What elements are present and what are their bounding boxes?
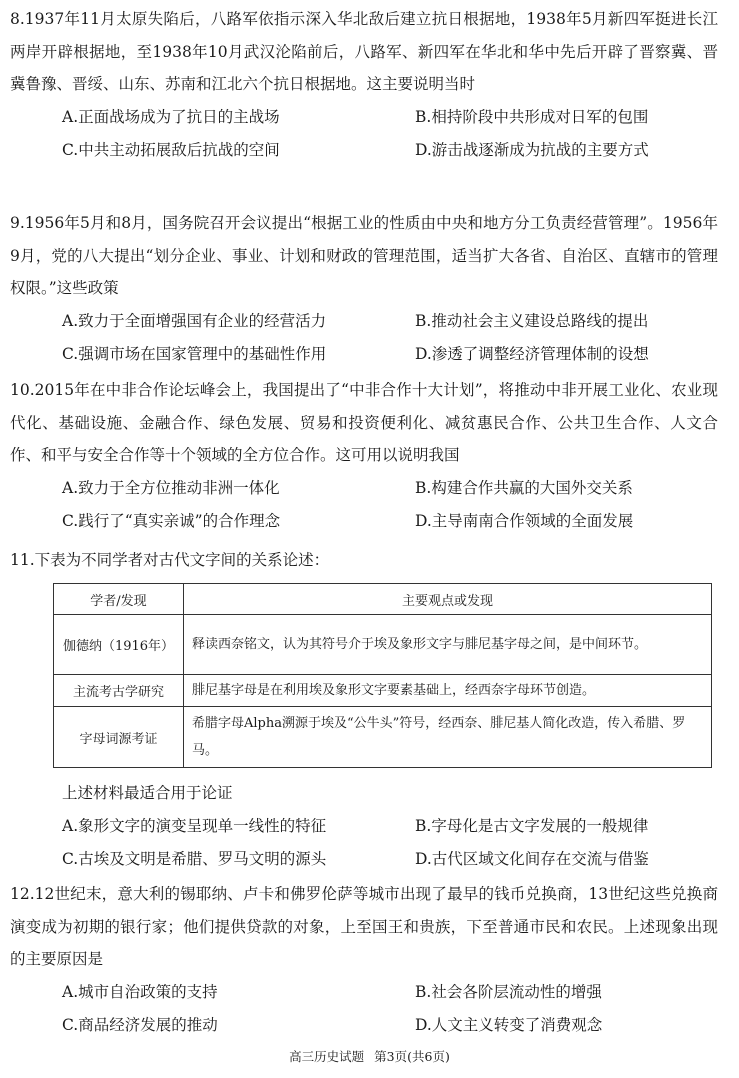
table-row: [54, 615, 712, 675]
option-d[interactable]: D.主导南南合作领域的全面发展: [415, 511, 634, 530]
option-row: [10, 472, 718, 505]
question-stem: 8.1937年11月太原失陷后，八路军依指示深入华北敌后建立抗日根据地，1938年5月新四军挺进长江两岸开辟根据地，至1938年10月武汉沦陷前后，八路军、新四军在华北和华中先后开辟了晋察冀、晋冀鲁豫、晋绥、山东、苏南和江北六个抗日根据地。这主要说明当时: [10, 10, 718, 93]
option-c[interactable]: C.古埃及文明是希腊、罗马文明的源头: [62, 850, 327, 868]
question-stem: 12.12世纪末，意大利的锡耶纳、卢卡和佛罗伦萨等城市出现了最早的钱币兑换商，13世纪这些兑换商演变成为初期的银行家；他们提供贷款的对象，上至国王和贵族，下至普通市民和农民。上述现象出现的主要原因是: [10, 885, 718, 968]
option-row: [10, 338, 718, 371]
option-b[interactable]: B.相持阶段中共形成对日军的包围: [415, 107, 649, 126]
option-a[interactable]: A.致力于全方位推动非洲一体化: [62, 478, 280, 497]
option-row: [10, 134, 718, 167]
option-b[interactable]: B.构建合作共赢的大国外交关系: [415, 478, 633, 497]
option-row: [10, 305, 718, 338]
option-b[interactable]: B.字母化是古文字发展的一般规律: [415, 817, 649, 835]
option-row: [10, 843, 718, 876]
question-11-options: [10, 777, 718, 876]
table-cell: 字母词源考证: [54, 707, 184, 768]
question-lead: 上述材料最适合用于论证: [62, 784, 233, 802]
option-row: [10, 810, 718, 843]
table-row: [54, 675, 712, 707]
question-8: [10, 3, 718, 167]
option-a[interactable]: A.象形文字的演变呈现单一线性的特征: [62, 817, 327, 835]
table-header: 学者/发现: [54, 584, 184, 615]
option-c[interactable]: C.践行了“真实亲诚”的合作理念: [62, 511, 281, 530]
option-row: [10, 101, 718, 134]
table-row: [54, 707, 712, 768]
table-cell: 主流考古学研究: [54, 675, 184, 707]
question-stem: 9.1956年5月和8月，国务院召开会议提出“根据工业的性质由中央和地方分工负责经营管理”。1956年9月，党的八大提出“划分企业、事业、计划和财政的管理范围，适当扩大各省、自治区、直辖市的管理权限。”这些政策: [10, 214, 718, 297]
table-header: 主要观点或发现: [184, 584, 712, 615]
table-cell: 希腊字母Alpha溯源于埃及“公牛头”符号，经西奈、腓尼基人简化改造，传入希腊、罗马。: [184, 707, 712, 768]
footer-title: 高三历史试题: [289, 1049, 365, 1064]
question-11: [10, 544, 718, 577]
option-a[interactable]: A.致力于全面增强国有企业的经营活力: [62, 311, 327, 330]
question-10: [10, 374, 718, 538]
option-d[interactable]: D.古代区域文化间存在交流与借鉴: [415, 850, 649, 868]
option-d[interactable]: D.渗透了调整经济管理体制的设想: [415, 344, 649, 363]
option-row: [10, 1009, 718, 1042]
footer-page-number: 第3页(共6页): [374, 1049, 450, 1064]
scholars-table: [53, 583, 712, 768]
option-row: [10, 976, 718, 1009]
option-b[interactable]: B.推动社会主义建设总路线的提出: [415, 311, 649, 330]
question-12: [10, 878, 718, 1042]
question-stem: 11.下表为不同学者对古代文字间的关系论述：: [10, 551, 330, 569]
option-a[interactable]: A.正面战场成为了抗日的主战场: [62, 107, 280, 126]
option-c[interactable]: C.中共主动拓展敌后抗战的空间: [62, 140, 280, 159]
option-a[interactable]: A.城市自治政策的支持: [62, 982, 218, 1001]
question-9: [10, 207, 718, 371]
table-cell: 腓尼基字母是在利用埃及象形文字要素基础上，经西奈字母环节创造。: [184, 675, 712, 707]
page-footer: [0, 1047, 739, 1067]
table-header-row: [54, 584, 712, 615]
option-row: [10, 505, 718, 538]
option-c[interactable]: C.商品经济发展的推动: [62, 1015, 218, 1034]
option-c[interactable]: C.强调市场在国家管理中的基础性作用: [62, 344, 327, 363]
option-b[interactable]: B.社会各阶层流动性的增强: [415, 982, 602, 1001]
option-d[interactable]: D.游击战逐渐成为抗战的主要方式: [415, 140, 649, 159]
question-stem: 10.2015年在中非合作论坛峰会上，我国提出了“中非合作十大计划”，将推动中非开展工业化、农业现代化、基础设施、金融合作、绿色发展、贸易和投资便利化、减贫惠民合作、公共卫生合作、人文合作、和平与安全合作等十个领域的全方位合作。这可用以说明我国: [10, 381, 718, 464]
option-d[interactable]: D.人文主义转变了消费观念: [415, 1015, 603, 1034]
table-cell: 伽德纳（1916年）: [54, 615, 184, 675]
table-cell: 释读西奈铭文，认为其符号介于埃及象形文字与腓尼基字母之间，是中间环节。: [184, 615, 712, 675]
